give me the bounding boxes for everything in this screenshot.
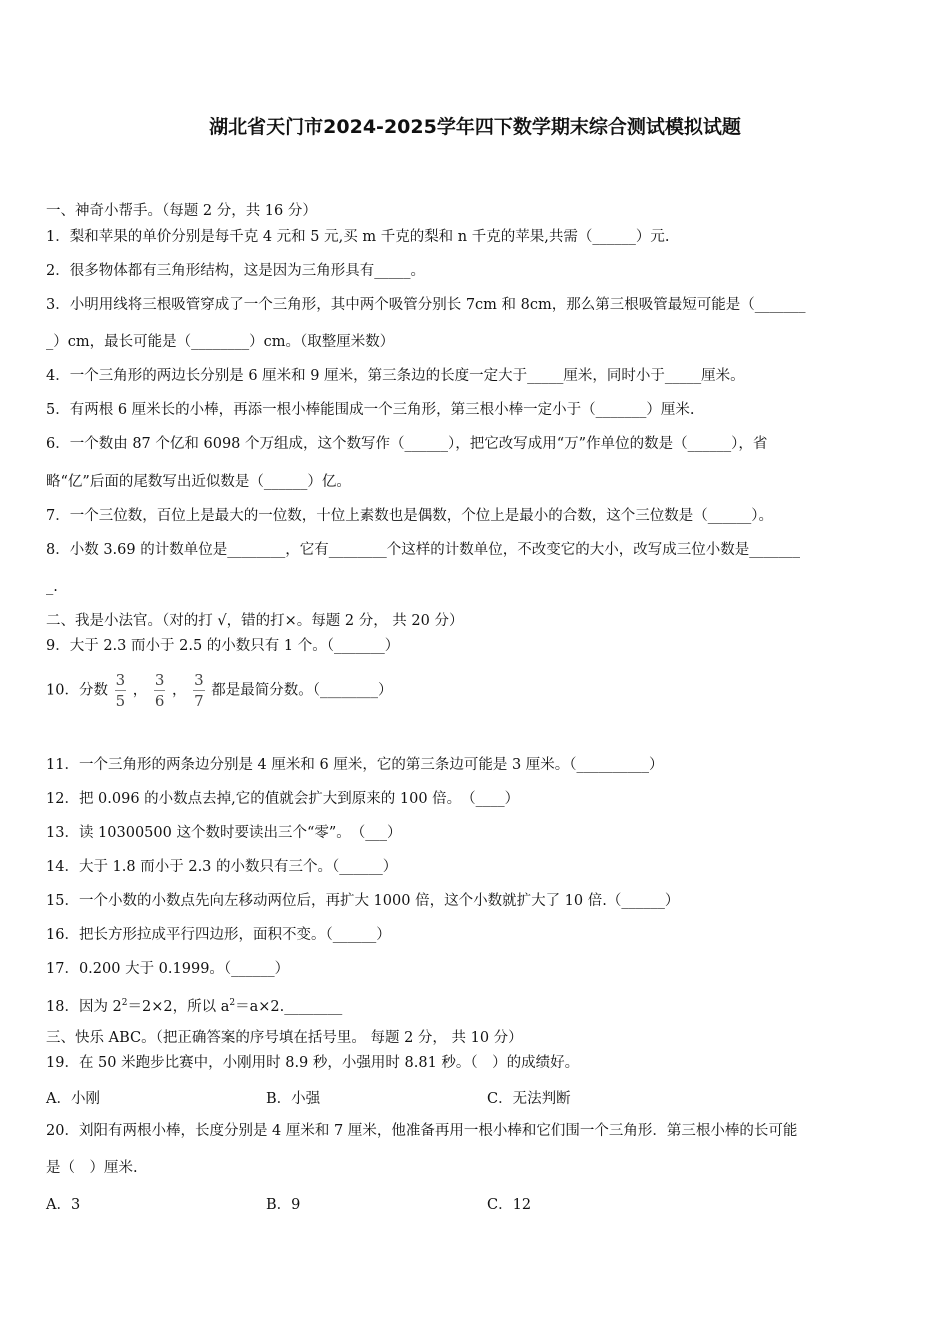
question-4: 4．一个三角形的两边长分别是 6 厘米和 9 厘米，第三条边的长度一定大于_____厘米，同时小于_____厘米。 bbox=[46, 368, 745, 384]
question-13: 13．读 10300500 这个数时要读出三个“零”。 （___） bbox=[46, 825, 402, 841]
superscript: 2 bbox=[229, 998, 236, 1008]
fraction-3-6 bbox=[154, 670, 166, 711]
question-18-part-c: ＝a×2.________ bbox=[235, 998, 343, 1015]
question-20-line2: 是（ ）厘米. bbox=[46, 1160, 138, 1176]
question-10-prefix: 10．分数 bbox=[46, 682, 108, 699]
question-7: 7．一个三位数，百位上是最大的一位数，十位上素数也是偶数，个位上是最小的合数，这个三位数是（______）。 bbox=[46, 508, 773, 524]
fraction-numerator: 3 bbox=[115, 671, 126, 689]
question-17: 17．0.200 大于 0.1999。（______） bbox=[46, 961, 290, 977]
question-6-line1: 6．一个数由 87 个亿和 6098 个万组成，这个数写作（______），把它改写成用“万”作单位的数是（______），省 bbox=[46, 436, 768, 452]
question-18-part-a: 18．因为 2 bbox=[46, 998, 122, 1015]
question-8-line2: _. bbox=[46, 579, 58, 595]
question-19: 19．在 50 米跑步比赛中，小刚用时 8.9 秒，小强用时 8.81 秒。（ ）的成绩好。 bbox=[46, 1055, 580, 1071]
question-10 bbox=[46, 670, 393, 711]
question-9: 9．大于 2.3 而小于 2.5 的小数只有 1 个。（_______） bbox=[46, 638, 400, 654]
superscript: 2 bbox=[121, 998, 128, 1008]
section3-heading: 三、快乐 ABC。（把正确答案的序号填在括号里。 每题 2 分， 共 10 分） bbox=[46, 1030, 523, 1046]
fraction-denominator: 6 bbox=[154, 692, 165, 710]
section1-heading: 一、神奇小帮手。（每题 2 分，共 16 分） bbox=[46, 203, 317, 219]
q19-option-c: C．无法判断 bbox=[487, 1091, 571, 1107]
page-title: 湖北省天门市2024-2025学年四下数学期末综合测试模拟试题 bbox=[209, 116, 741, 138]
question-1: 1．梨和苹果的单价分别是每千克 4 元和 5 元,买 m 千克的梨和 n 千克的苹果,共需（______）元. bbox=[46, 229, 670, 245]
question-16: 16．把长方形拉成平行四边形，面积不变。（______） bbox=[46, 927, 391, 943]
question-12: 12．把 0.096 的小数点去掉,它的值就会扩大到原来的 100 倍。 （____） bbox=[46, 791, 520, 807]
separator: ， bbox=[132, 682, 148, 699]
section2-heading: 二、我是小法官。（对的打 √，错的打×。每题 2 分， 共 20 分） bbox=[46, 613, 464, 629]
q19-option-b: B．小强 bbox=[266, 1091, 321, 1107]
fraction-3-5 bbox=[115, 670, 127, 711]
q20-option-b: B．9 bbox=[266, 1197, 301, 1213]
question-18 bbox=[46, 993, 342, 1017]
fraction-numerator: 3 bbox=[154, 671, 165, 689]
question-3-line1: 3．小明用线将三根吸管穿成了一个三角形，其中两个吸管分别长 7cm 和 8cm，那么第三根吸管最短可能是（_______ bbox=[46, 297, 806, 313]
q20-option-c: C．12 bbox=[487, 1197, 532, 1213]
question-15: 15．一个小数的小数点先向左移动两位后，再扩大 1000 倍，这个小数就扩大了 10 倍.（______） bbox=[46, 893, 680, 909]
question-14: 14．大于 1.8 而小于 2.3 的小数只有三个。（______） bbox=[46, 859, 398, 875]
question-20-line1: 20．刘阳有两根小棒，长度分别是 4 厘米和 7 厘米，他准备再用一根小棒和它们围一个三角形．第三根小棒的长可能 bbox=[46, 1123, 798, 1139]
question-10-suffix: 都是最简分数。（________） bbox=[211, 682, 393, 699]
question-3-line2: _）cm，最长可能是（________）cm。（取整厘米数） bbox=[46, 334, 395, 350]
question-5: 5．有两根 6 厘米长的小棒，再添一根小棒能围成一个三角形，第三根小棒一定小于（_______）厘米. bbox=[46, 402, 695, 418]
fraction-numerator: 3 bbox=[194, 671, 204, 689]
question-6-line2: 略“亿”后面的尾数写出近似数是（______）亿。 bbox=[46, 474, 351, 490]
fraction-denominator: 5 bbox=[115, 692, 126, 710]
question-18-part-b: ＝2×2，所以 a bbox=[127, 998, 230, 1015]
question-2: 2．很多物体都有三角形结构，这是因为三角形具有_____。 bbox=[46, 263, 425, 279]
question-8-line1: 8．小数 3.69 的计数单位是________，它有________个这样的计数单位，不改变它的大小，改写成三位小数是_______ bbox=[46, 542, 800, 558]
question-11: 11．一个三角形的两条边分别是 4 厘米和 6 厘米，它的第三条边可能是 3 厘米。（__________） bbox=[46, 757, 664, 773]
separator: ， bbox=[171, 682, 187, 699]
fraction-3-7 bbox=[193, 670, 205, 711]
q19-option-a: A．小刚 bbox=[46, 1091, 100, 1107]
fraction-denominator: 7 bbox=[194, 692, 204, 710]
q20-option-a: A．3 bbox=[46, 1197, 81, 1213]
